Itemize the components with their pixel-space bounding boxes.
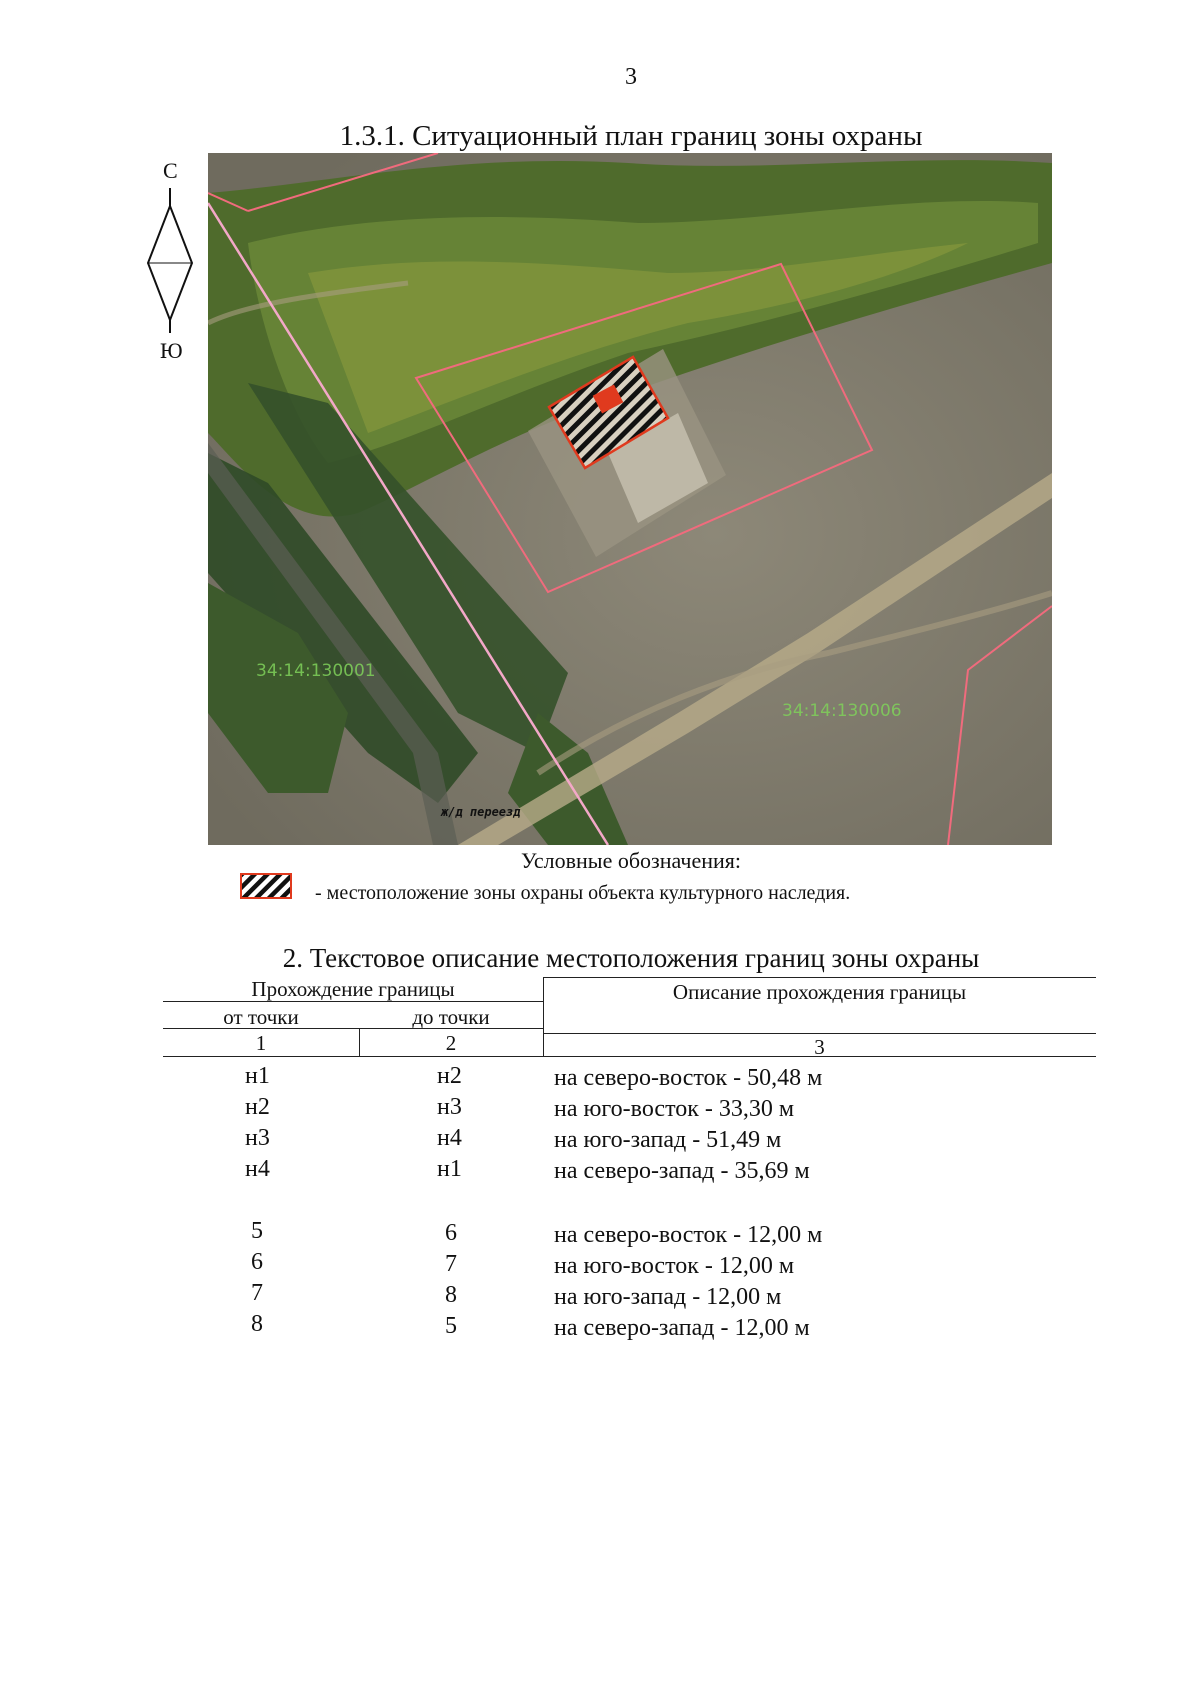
row-to: 8 bbox=[445, 1282, 457, 1308]
row-description: на юго-восток - 33,30 м bbox=[554, 1096, 795, 1122]
header-column-1: 1 bbox=[255, 1031, 267, 1055]
hatched-zone-legend-icon bbox=[240, 873, 292, 899]
plan-title: 1.3.1. Ситуационный план границ зоны охраны bbox=[339, 120, 923, 152]
parcel-number-label: 34:14:130006 bbox=[782, 701, 902, 721]
compass-north-label: С bbox=[163, 158, 178, 183]
row-from: н2 bbox=[245, 1094, 270, 1120]
header-description: Описание прохождения границы bbox=[672, 980, 967, 1004]
header-column-2: 2 bbox=[445, 1031, 457, 1055]
compass-arrow-icon bbox=[140, 188, 200, 338]
row-description: на юго-восток - 12,00 м bbox=[554, 1253, 795, 1279]
page-number: 3 bbox=[625, 64, 637, 90]
header-to-point: до точки bbox=[412, 1005, 490, 1029]
row-from: 7 bbox=[251, 1280, 263, 1306]
legend-title: Условные обозначения: bbox=[520, 848, 742, 873]
row-from: н4 bbox=[245, 1156, 270, 1182]
section-title: 2. Текстовое описание местоположения границ зоны охраны bbox=[282, 943, 980, 973]
row-from: 6 bbox=[251, 1249, 263, 1275]
legend-item-text: - местоположение зоны охраны объекта культурного наследия. bbox=[315, 882, 851, 904]
header-column-3: 3 bbox=[814, 1035, 825, 1059]
row-to: 5 bbox=[445, 1313, 457, 1339]
row-from: 8 bbox=[251, 1311, 263, 1337]
row-description: на северо-запад - 35,69 м bbox=[554, 1158, 810, 1184]
row-from: н3 bbox=[245, 1125, 270, 1151]
row-to: н1 bbox=[437, 1156, 462, 1182]
satellite-map bbox=[208, 153, 1052, 845]
row-to: н2 bbox=[437, 1063, 462, 1089]
compass-south-label: Ю bbox=[160, 338, 183, 363]
row-description: на юго-запад - 12,00 м bbox=[554, 1284, 782, 1310]
row-description: на северо-восток - 12,00 м bbox=[554, 1222, 823, 1248]
row-from: 5 bbox=[251, 1218, 263, 1244]
row-to: н3 bbox=[437, 1094, 462, 1120]
parcel-number-label: 34:14:130001 bbox=[256, 661, 376, 681]
row-description: на северо-восток - 50,48 м bbox=[554, 1065, 823, 1091]
row-description: на юго-запад - 51,49 м bbox=[554, 1127, 782, 1153]
row-to: н4 bbox=[437, 1125, 462, 1151]
railway-crossing-label: ж/д переезд bbox=[441, 805, 521, 819]
header-passage: Прохождение границы bbox=[251, 977, 455, 1001]
satellite-image bbox=[208, 153, 1052, 845]
row-to: 7 bbox=[445, 1251, 457, 1277]
row-from: н1 bbox=[245, 1063, 270, 1089]
row-description: на северо-запад - 12,00 м bbox=[554, 1315, 810, 1341]
row-to: 6 bbox=[445, 1220, 457, 1246]
header-from-point: от точки bbox=[223, 1005, 299, 1029]
